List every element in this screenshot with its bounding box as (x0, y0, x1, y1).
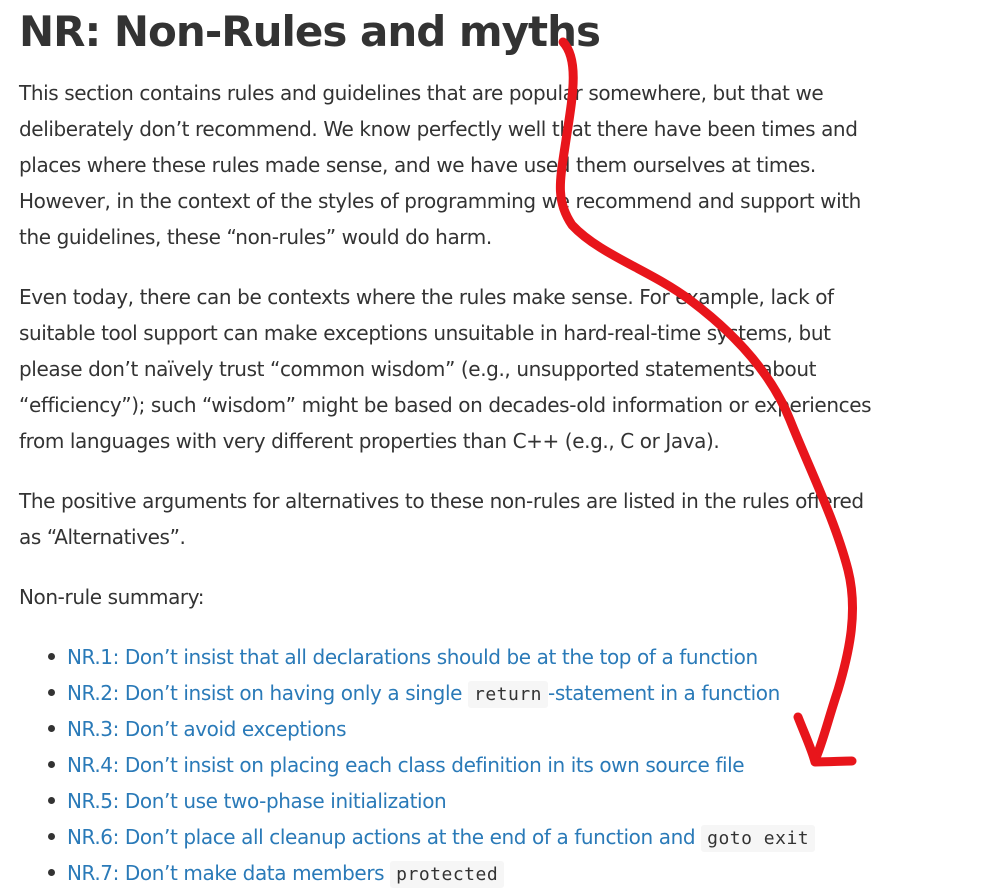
paragraph-line: However, in the context of the styles of programming we recommend and support with (19, 189, 861, 213)
paragraph-line: suitable tool support can make exceptions unsuitable in hard-real-time systems, but (19, 321, 831, 345)
paragraph-line: places where these rules made sense, and we have used them ourselves at times. (19, 153, 816, 177)
non-rule-list (0, 639, 815, 891)
list-item (0, 819, 815, 855)
paragraph-line: please don’t naïvely trust “common wisdom” (e.g., unsupported statements about (19, 357, 817, 381)
paragraph-line: Even today, there can be contexts where the rules make sense. For example, lack of (19, 285, 834, 309)
list-item (0, 747, 815, 783)
list-item (0, 855, 815, 891)
rule-link-text: NR.2: Don’t insist on having only a single (67, 681, 468, 705)
paragraph-line: “efficiency”); such “wisdom” might be based on decades-old information or experiences (19, 393, 872, 417)
rule-link-text-suffix: -statement in a function (548, 681, 780, 705)
rule-link-text: NR.1: Don’t insist that all declarations should be at the top of a function (67, 645, 758, 669)
paragraph-line: This section contains rules and guidelines that are popular somewhere, but that we (19, 81, 824, 105)
rule-link-nr3[interactable] (67, 717, 346, 741)
rule-link-nr4[interactable] (67, 753, 744, 777)
bullet-icon (48, 761, 55, 768)
intro-paragraph (19, 75, 861, 255)
bullet-icon (48, 797, 55, 804)
rule-link-text: NR.3: Don’t avoid exceptions (67, 717, 347, 741)
paragraph-line: as “Alternatives”. (19, 525, 186, 549)
rule-link-nr2[interactable] (67, 681, 780, 705)
list-item (0, 711, 815, 747)
inline-code: goto exit (701, 825, 815, 852)
rule-link-text: NR.6: Don’t place all cleanup actions at the end of a function and (67, 825, 702, 849)
page-title: NR: Non-Rules and myths (19, 7, 601, 56)
rule-link-nr1[interactable] (67, 645, 758, 669)
list-item (0, 639, 815, 675)
rule-link-nr7[interactable] (67, 861, 504, 885)
bullet-icon (48, 833, 55, 840)
inline-code: protected (390, 861, 504, 888)
paragraph-line: The positive arguments for alternatives to these non-rules are listed in the rules offered (19, 489, 864, 513)
summary-label: Non-rule summary: (19, 585, 205, 609)
paragraph-line: from languages with very different properties than C++ (e.g., C or Java). (19, 429, 720, 453)
inline-code: return (468, 681, 548, 708)
context-paragraph (19, 279, 871, 459)
bullet-icon (48, 869, 55, 876)
bullet-icon (48, 653, 55, 660)
bullet-icon (48, 725, 55, 732)
list-item (0, 675, 815, 711)
list-item (0, 783, 815, 819)
rule-link-text: NR.4: Don’t insist on placing each class definition in its own source file (67, 753, 745, 777)
paragraph-line: deliberately don’t recommend. We know perfectly well that there have been times and (19, 117, 858, 141)
paragraph-line: the guidelines, these “non-rules” would do harm. (19, 225, 492, 249)
bullet-icon (48, 689, 55, 696)
rule-link-text: NR.5: Don’t use two-phase initialization (67, 789, 447, 813)
rule-link-nr6[interactable] (67, 825, 815, 849)
alternatives-paragraph (19, 483, 864, 555)
rule-link-nr5[interactable] (67, 789, 446, 813)
rule-link-text: NR.7: Don’t make data members (67, 861, 391, 885)
